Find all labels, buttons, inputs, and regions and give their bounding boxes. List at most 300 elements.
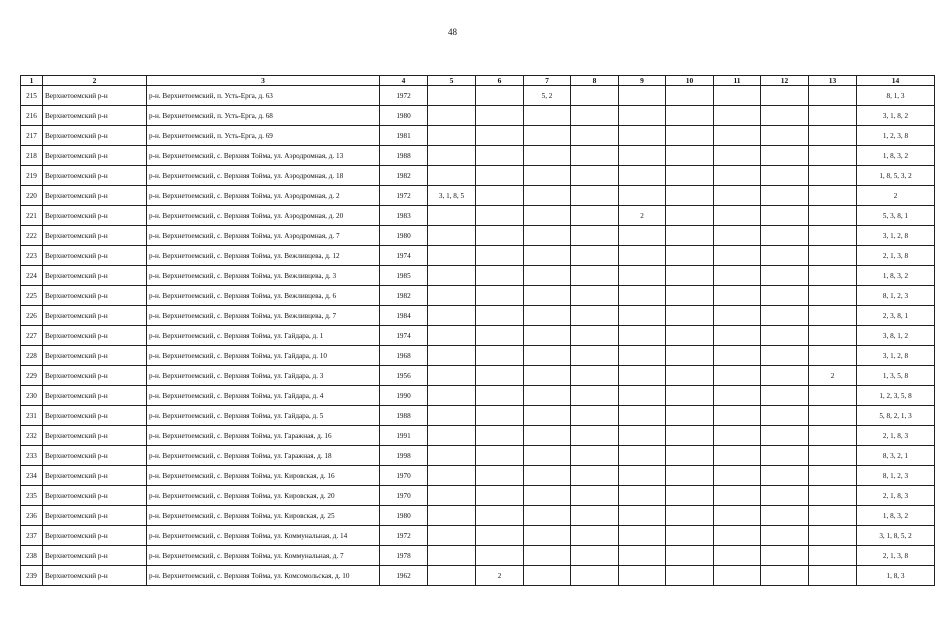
col6-cell — [476, 86, 524, 106]
col12-cell — [761, 526, 809, 546]
col7-cell — [524, 446, 571, 466]
col13-cell — [809, 246, 857, 266]
codes-cell: 3, 1, 2, 8 — [857, 346, 935, 366]
address-cell: р-н. Верхнетоемский, п. Усть-Ерга, д. 68 — [147, 106, 380, 126]
address-cell: р-н. Верхнетоемский, п. Усть-Ерга, д. 63 — [147, 86, 380, 106]
col5-cell — [428, 566, 476, 586]
table-row — [21, 106, 935, 126]
district-cell: Верхнетоемский р-н — [43, 506, 147, 526]
address-cell: р-н. Верхнетоемский, с. Верхняя Тойма, ул. Гайдара, д. 4 — [147, 386, 380, 406]
col11-cell — [714, 266, 761, 286]
col5-cell — [428, 286, 476, 306]
col5-cell — [428, 506, 476, 526]
codes-cell: 1, 8, 3 — [857, 566, 935, 586]
col11-cell — [714, 306, 761, 326]
col7-cell — [524, 286, 571, 306]
col7-cell — [524, 526, 571, 546]
col6-cell — [476, 266, 524, 286]
codes-cell: 8, 1, 3 — [857, 86, 935, 106]
col5-cell — [428, 426, 476, 446]
col10-cell — [666, 366, 714, 386]
district-cell: Верхнетоемский р-н — [43, 526, 147, 546]
col7-cell — [524, 226, 571, 246]
col11-cell — [714, 526, 761, 546]
table-row — [21, 346, 935, 366]
col7-cell — [524, 386, 571, 406]
col11-cell — [714, 466, 761, 486]
col7-cell: 5, 2 — [524, 86, 571, 106]
col8-cell — [571, 306, 619, 326]
row-number: 233 — [21, 446, 43, 466]
year-cell: 1972 — [380, 526, 428, 546]
page-number: 48 — [448, 27, 457, 37]
year-cell: 1978 — [380, 546, 428, 566]
codes-cell: 1, 2, 3, 8 — [857, 126, 935, 146]
district-cell: Верхнетоемский р-н — [43, 246, 147, 266]
col7-cell — [524, 126, 571, 146]
district-cell: Верхнетоемский р-н — [43, 146, 147, 166]
col12-cell — [761, 506, 809, 526]
col13-cell — [809, 466, 857, 486]
district-cell: Верхнетоемский р-н — [43, 406, 147, 426]
district-cell: Верхнетоемский р-н — [43, 226, 147, 246]
district-cell: Верхнетоемский р-н — [43, 126, 147, 146]
col13-cell — [809, 206, 857, 226]
col6-cell — [476, 486, 524, 506]
col7-cell — [524, 406, 571, 426]
row-number: 221 — [21, 206, 43, 226]
row-number: 239 — [21, 566, 43, 586]
address-cell: р-н. Верхнетоемский, с. Верхняя Тойма, ул. Гайдара, д. 1 — [147, 326, 380, 346]
col6-cell — [476, 126, 524, 146]
col12-cell — [761, 246, 809, 266]
address-cell: р-н. Верхнетоемский, с. Верхняя Тойма, ул. Вежливцева, д. 7 — [147, 306, 380, 326]
col8-cell — [571, 186, 619, 206]
col8-cell — [571, 566, 619, 586]
col7-cell — [524, 266, 571, 286]
col6-cell — [476, 546, 524, 566]
year-cell: 1991 — [380, 426, 428, 446]
col10-cell — [666, 126, 714, 146]
col5-cell — [428, 246, 476, 266]
col13-cell — [809, 106, 857, 126]
col9-cell — [619, 146, 666, 166]
row-number: 219 — [21, 166, 43, 186]
col6-cell — [476, 346, 524, 366]
row-number: 227 — [21, 326, 43, 346]
col11-cell — [714, 166, 761, 186]
codes-cell: 2, 1, 3, 8 — [857, 246, 935, 266]
address-cell: р-н. Верхнетоемский, п. Усть-Ерга, д. 69 — [147, 126, 380, 146]
col13-cell — [809, 146, 857, 166]
col8-cell — [571, 146, 619, 166]
col10-cell — [666, 486, 714, 506]
year-cell: 1981 — [380, 126, 428, 146]
year-cell: 1988 — [380, 146, 428, 166]
col8-cell — [571, 126, 619, 146]
col7-cell — [524, 206, 571, 226]
col12-cell — [761, 366, 809, 386]
col11-cell — [714, 346, 761, 366]
col7-cell — [524, 166, 571, 186]
col11-cell — [714, 106, 761, 126]
col8-cell — [571, 346, 619, 366]
row-number: 230 — [21, 386, 43, 406]
year-cell: 1972 — [380, 186, 428, 206]
col6-cell — [476, 386, 524, 406]
col7-cell — [524, 306, 571, 326]
codes-cell: 8, 3, 2, 1 — [857, 446, 935, 466]
col5-cell — [428, 446, 476, 466]
col13-cell — [809, 266, 857, 286]
table-row — [21, 326, 935, 346]
col9-cell — [619, 126, 666, 146]
col5-cell — [428, 266, 476, 286]
column-header: 7 — [524, 76, 571, 86]
column-header: 13 — [809, 76, 857, 86]
col7-cell — [524, 186, 571, 206]
year-cell: 1985 — [380, 266, 428, 286]
col12-cell — [761, 386, 809, 406]
col13-cell — [809, 186, 857, 206]
district-cell: Верхнетоемский р-н — [43, 326, 147, 346]
year-cell: 1980 — [380, 226, 428, 246]
col10-cell — [666, 266, 714, 286]
district-cell: Верхнетоемский р-н — [43, 366, 147, 386]
col13-cell — [809, 286, 857, 306]
col12-cell — [761, 226, 809, 246]
district-cell: Верхнетоемский р-н — [43, 106, 147, 126]
codes-cell: 3, 1, 8, 2 — [857, 106, 935, 126]
column-header: 6 — [476, 76, 524, 86]
col5-cell — [428, 486, 476, 506]
column-header: 12 — [761, 76, 809, 86]
district-cell: Верхнетоемский р-н — [43, 546, 147, 566]
col12-cell — [761, 306, 809, 326]
col10-cell — [666, 146, 714, 166]
row-number: 228 — [21, 346, 43, 366]
table-row — [21, 546, 935, 566]
col6-cell — [476, 366, 524, 386]
table-row — [21, 186, 935, 206]
column-header: 9 — [619, 76, 666, 86]
col9-cell — [619, 166, 666, 186]
col6-cell — [476, 106, 524, 126]
codes-cell: 8, 1, 2, 3 — [857, 466, 935, 486]
col10-cell — [666, 346, 714, 366]
row-number: 226 — [21, 306, 43, 326]
row-number: 224 — [21, 266, 43, 286]
col9-cell — [619, 406, 666, 426]
col11-cell — [714, 506, 761, 526]
col6-cell — [476, 246, 524, 266]
col8-cell — [571, 246, 619, 266]
col12-cell — [761, 266, 809, 286]
district-cell: Верхнетоемский р-н — [43, 566, 147, 586]
col11-cell — [714, 406, 761, 426]
col7-cell — [524, 106, 571, 126]
row-number: 223 — [21, 246, 43, 266]
col13-cell — [809, 566, 857, 586]
col11-cell — [714, 146, 761, 166]
row-number: 220 — [21, 186, 43, 206]
col5-cell — [428, 526, 476, 546]
row-number: 222 — [21, 226, 43, 246]
codes-cell: 1, 8, 5, 3, 2 — [857, 166, 935, 186]
district-cell: Верхнетоемский р-н — [43, 306, 147, 326]
col11-cell — [714, 426, 761, 446]
col5-cell — [428, 226, 476, 246]
col9-cell — [619, 346, 666, 366]
district-cell: Верхнетоемский р-н — [43, 446, 147, 466]
col7-cell — [524, 346, 571, 366]
year-cell: 1988 — [380, 406, 428, 426]
col10-cell — [666, 246, 714, 266]
col7-cell — [524, 486, 571, 506]
col13-cell — [809, 326, 857, 346]
col8-cell — [571, 86, 619, 106]
col13-cell — [809, 386, 857, 406]
col5-cell — [428, 306, 476, 326]
address-cell: р-н. Верхнетоемский, с. Верхняя Тойма, ул. Гайдара, д. 3 — [147, 366, 380, 386]
row-number: 229 — [21, 366, 43, 386]
address-cell: р-н. Верхнетоемский, с. Верхняя Тойма, ул. Гаражная, д. 16 — [147, 426, 380, 446]
col11-cell — [714, 246, 761, 266]
col5-cell — [428, 206, 476, 226]
col10-cell — [666, 306, 714, 326]
address-cell: р-н. Верхнетоемский, с. Верхняя Тойма, ул. Коммунальная, д. 14 — [147, 526, 380, 546]
column-header: 11 — [714, 76, 761, 86]
codes-cell: 1, 2, 3, 5, 8 — [857, 386, 935, 406]
table-row — [21, 226, 935, 246]
district-cell: Верхнетоемский р-н — [43, 426, 147, 446]
col10-cell — [666, 566, 714, 586]
col5-cell — [428, 346, 476, 366]
address-cell: р-н. Верхнетоемский, с. Верхняя Тойма, ул. Аэродромная, д. 7 — [147, 226, 380, 246]
col5-cell — [428, 146, 476, 166]
col8-cell — [571, 226, 619, 246]
registry-table — [20, 75, 935, 586]
col7-cell — [524, 566, 571, 586]
year-cell: 1984 — [380, 306, 428, 326]
col6-cell — [476, 286, 524, 306]
table-body — [21, 86, 935, 586]
table-row — [21, 366, 935, 386]
col11-cell — [714, 486, 761, 506]
col12-cell — [761, 166, 809, 186]
address-cell: р-н. Верхнетоемский, с. Верхняя Тойма, ул. Аэродромная, д. 18 — [147, 166, 380, 186]
col9-cell — [619, 526, 666, 546]
col5-cell — [428, 366, 476, 386]
address-cell: р-н. Верхнетоемский, с. Верхняя Тойма, ул. Гайдара, д. 10 — [147, 346, 380, 366]
col8-cell — [571, 286, 619, 306]
table-row — [21, 506, 935, 526]
col9-cell — [619, 426, 666, 446]
col10-cell — [666, 286, 714, 306]
col13-cell — [809, 546, 857, 566]
col13-cell — [809, 486, 857, 506]
col11-cell — [714, 446, 761, 466]
col7-cell — [524, 506, 571, 526]
address-cell: р-н. Верхнетоемский, с. Верхняя Тойма, ул. Вежливцева, д. 6 — [147, 286, 380, 306]
district-cell: Верхнетоемский р-н — [43, 486, 147, 506]
codes-cell: 3, 8, 1, 2 — [857, 326, 935, 346]
col10-cell — [666, 446, 714, 466]
codes-cell: 3, 1, 8, 5, 2 — [857, 526, 935, 546]
district-cell: Верхнетоемский р-н — [43, 86, 147, 106]
table-row — [21, 566, 935, 586]
col10-cell — [666, 326, 714, 346]
col10-cell — [666, 466, 714, 486]
col9-cell — [619, 486, 666, 506]
table-row — [21, 86, 935, 106]
row-number: 236 — [21, 506, 43, 526]
col6-cell — [476, 326, 524, 346]
district-cell: Верхнетоемский р-н — [43, 206, 147, 226]
col8-cell — [571, 446, 619, 466]
col9-cell — [619, 366, 666, 386]
col8-cell — [571, 326, 619, 346]
col7-cell — [524, 546, 571, 566]
col9-cell — [619, 226, 666, 246]
col7-cell — [524, 246, 571, 266]
col5-cell — [428, 406, 476, 426]
row-number: 237 — [21, 526, 43, 546]
codes-cell: 1, 3, 5, 8 — [857, 366, 935, 386]
col10-cell — [666, 386, 714, 406]
col6-cell — [476, 466, 524, 486]
col6-cell — [476, 146, 524, 166]
col5-cell — [428, 126, 476, 146]
col7-cell — [524, 466, 571, 486]
col8-cell — [571, 406, 619, 426]
col10-cell — [666, 426, 714, 446]
col12-cell — [761, 326, 809, 346]
col9-cell — [619, 306, 666, 326]
col6-cell — [476, 206, 524, 226]
column-header: 10 — [666, 76, 714, 86]
col12-cell — [761, 86, 809, 106]
col8-cell — [571, 386, 619, 406]
year-cell: 1970 — [380, 486, 428, 506]
col11-cell — [714, 366, 761, 386]
codes-cell: 8, 1, 2, 3 — [857, 286, 935, 306]
col5-cell — [428, 386, 476, 406]
col8-cell — [571, 486, 619, 506]
col10-cell — [666, 86, 714, 106]
col10-cell — [666, 186, 714, 206]
table-row — [21, 446, 935, 466]
col9-cell — [619, 286, 666, 306]
row-number: 234 — [21, 466, 43, 486]
column-header: 2 — [43, 76, 147, 86]
col8-cell — [571, 526, 619, 546]
address-cell: р-н. Верхнетоемский, с. Верхняя Тойма, ул. Кировская, д. 20 — [147, 486, 380, 506]
table-header-row — [21, 76, 935, 86]
col9-cell — [619, 266, 666, 286]
col12-cell — [761, 346, 809, 366]
col6-cell — [476, 526, 524, 546]
col8-cell — [571, 266, 619, 286]
col11-cell — [714, 186, 761, 206]
col11-cell — [714, 546, 761, 566]
col10-cell — [666, 546, 714, 566]
col7-cell — [524, 366, 571, 386]
district-cell: Верхнетоемский р-н — [43, 166, 147, 186]
column-header: 8 — [571, 76, 619, 86]
col10-cell — [666, 526, 714, 546]
year-cell: 1980 — [380, 106, 428, 126]
table-row — [21, 266, 935, 286]
col13-cell — [809, 126, 857, 146]
address-cell: р-н. Верхнетоемский, с. Верхняя Тойма, ул. Гаражная, д. 18 — [147, 446, 380, 466]
column-header: 5 — [428, 76, 476, 86]
col5-cell — [428, 546, 476, 566]
col9-cell — [619, 386, 666, 406]
address-cell: р-н. Верхнетоемский, с. Верхняя Тойма, ул. Аэродромная, д. 20 — [147, 206, 380, 226]
col6-cell: 2 — [476, 566, 524, 586]
year-cell: 1970 — [380, 466, 428, 486]
table-row — [21, 246, 935, 266]
row-number: 231 — [21, 406, 43, 426]
codes-cell: 1, 8, 3, 2 — [857, 506, 935, 526]
year-cell: 1990 — [380, 386, 428, 406]
col12-cell — [761, 406, 809, 426]
district-cell: Верхнетоемский р-н — [43, 266, 147, 286]
col12-cell — [761, 206, 809, 226]
address-cell: р-н. Верхнетоемский, с. Верхняя Тойма, ул. Гайдара, д. 5 — [147, 406, 380, 426]
col5-cell — [428, 166, 476, 186]
address-cell: р-н. Верхнетоемский, с. Верхняя Тойма, ул. Кировская, д. 25 — [147, 506, 380, 526]
table-row — [21, 286, 935, 306]
address-cell: р-н. Верхнетоемский, с. Верхняя Тойма, ул. Комсомольская, д. 10 — [147, 566, 380, 586]
year-cell: 1974 — [380, 246, 428, 266]
codes-cell: 2 — [857, 186, 935, 206]
col12-cell — [761, 566, 809, 586]
year-cell: 1982 — [380, 166, 428, 186]
table-row — [21, 406, 935, 426]
col13-cell: 2 — [809, 366, 857, 386]
col9-cell — [619, 246, 666, 266]
col12-cell — [761, 186, 809, 206]
year-cell: 1998 — [380, 446, 428, 466]
codes-cell: 5, 3, 8, 1 — [857, 206, 935, 226]
address-cell: р-н. Верхнетоемский, с. Верхняя Тойма, ул. Аэродромная, д. 13 — [147, 146, 380, 166]
year-cell: 1962 — [380, 566, 428, 586]
col9-cell — [619, 546, 666, 566]
row-number: 232 — [21, 426, 43, 446]
codes-cell: 2, 3, 8, 1 — [857, 306, 935, 326]
table-row — [21, 146, 935, 166]
col11-cell — [714, 226, 761, 246]
table-row — [21, 486, 935, 506]
col9-cell — [619, 106, 666, 126]
col10-cell — [666, 106, 714, 126]
row-number: 218 — [21, 146, 43, 166]
col10-cell — [666, 226, 714, 246]
col13-cell — [809, 226, 857, 246]
table-row — [21, 306, 935, 326]
codes-cell: 3, 1, 2, 8 — [857, 226, 935, 246]
col6-cell — [476, 306, 524, 326]
district-cell: Верхнетоемский р-н — [43, 386, 147, 406]
col8-cell — [571, 426, 619, 446]
col13-cell — [809, 446, 857, 466]
codes-cell: 1, 8, 3, 2 — [857, 146, 935, 166]
col5-cell — [428, 326, 476, 346]
col10-cell — [666, 166, 714, 186]
col6-cell — [476, 186, 524, 206]
